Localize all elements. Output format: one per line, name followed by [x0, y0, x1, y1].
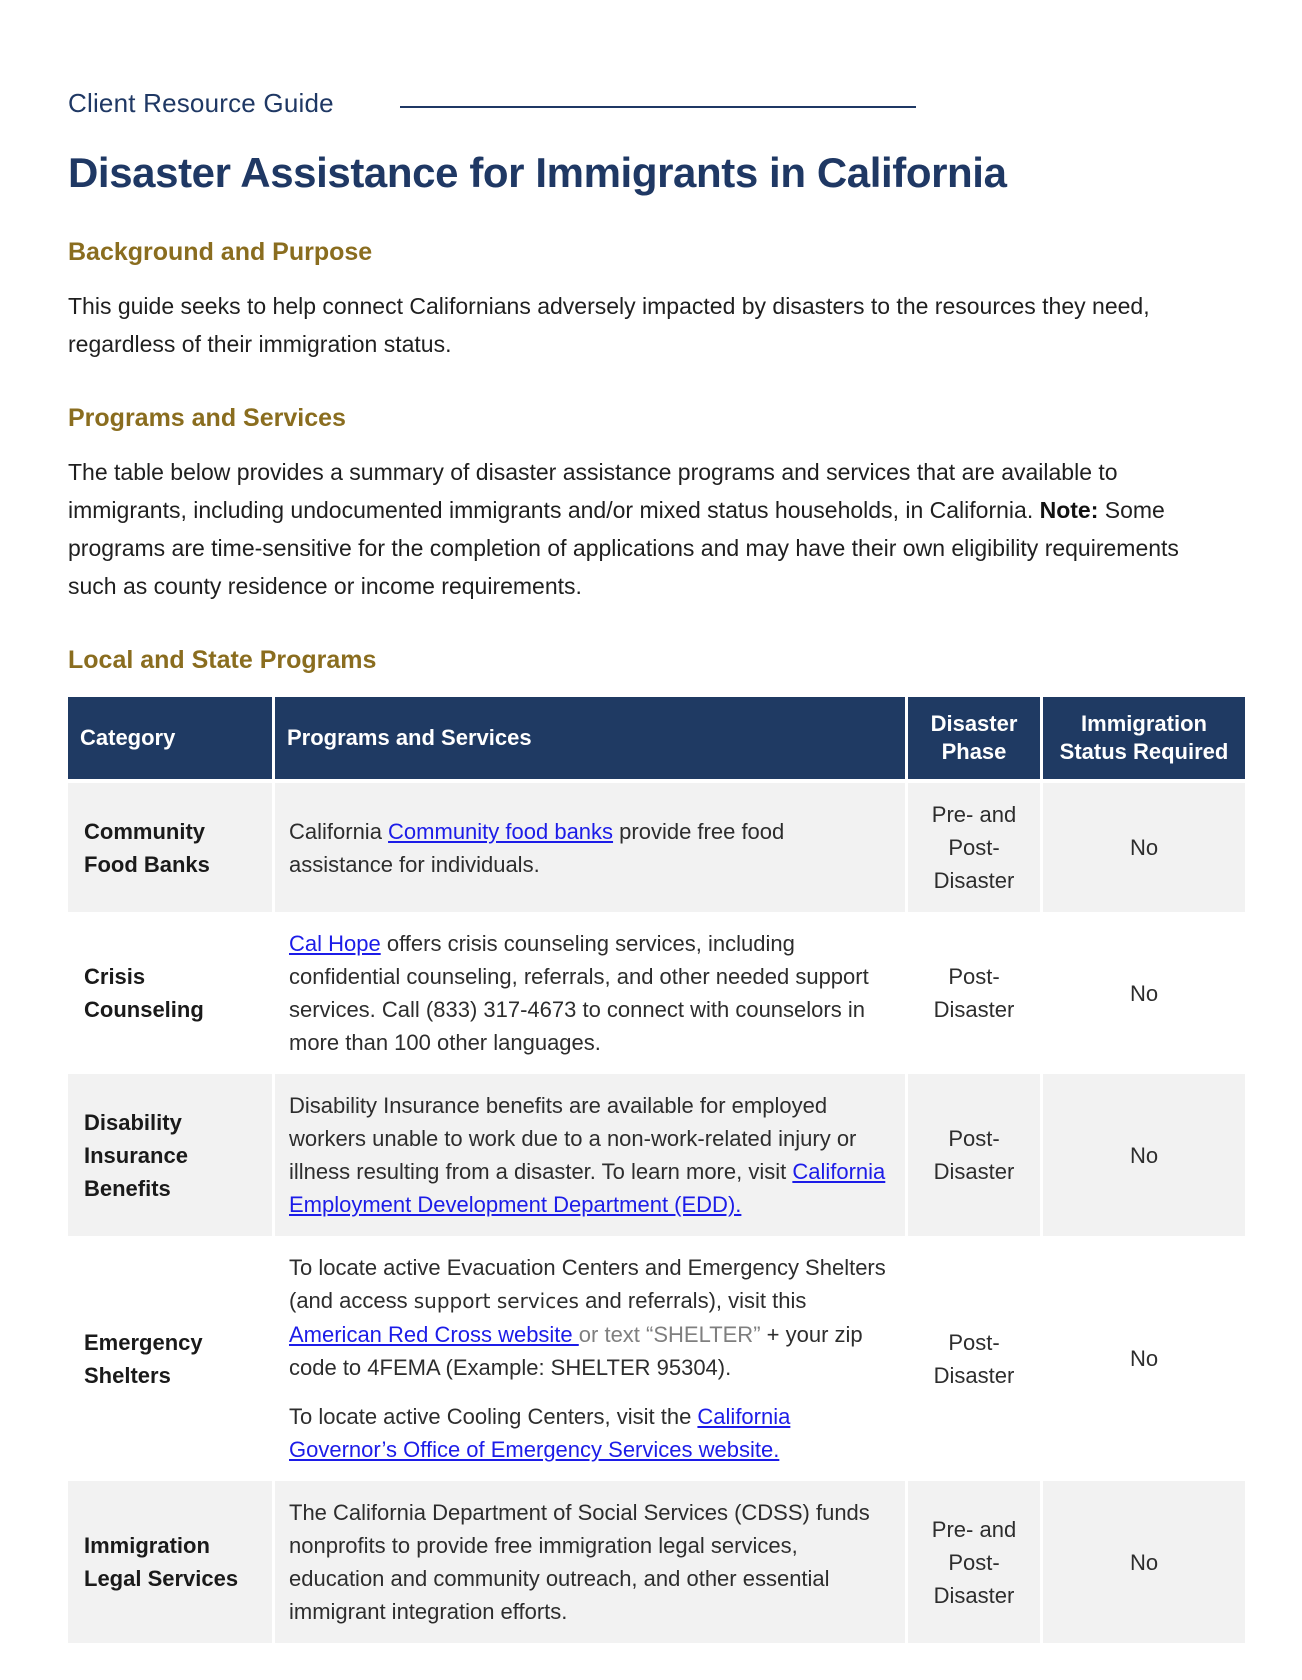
inline-link[interactable]: California Governor’s Office of Emergency Services website.: [289, 1404, 791, 1462]
category-cell: Immigration Legal Services: [68, 1481, 275, 1643]
description-cell: [275, 783, 908, 912]
inline-link[interactable]: American Red Cross website: [289, 1322, 579, 1347]
table-row: [68, 1236, 1245, 1481]
programs-table: [68, 697, 1245, 1643]
description-cell: [275, 1236, 908, 1481]
text-run: Disability Insurance benefits are available for employed workers unable to work due to a non-work-related injury or illness resulting from a disaster. To learn more, visit: [289, 1093, 857, 1184]
text-run: Some programs are time-sensitive for the completion of applications and may have their own eligibility requirements such as county residence or income requirements.: [68, 497, 1179, 599]
description-paragraph: [289, 927, 891, 1059]
section-heading-background: Background and Purpose: [68, 238, 373, 266]
text-run: + your zip code to 4FEMA (Example: SHELTER 95304).: [289, 1322, 863, 1380]
table-row: [68, 783, 1245, 912]
text-run: To locate active Evacuation Centers and Emergency Shelters (and access: [289, 1255, 886, 1313]
document-header: [68, 88, 1245, 119]
bold-text: Note:: [1039, 497, 1099, 523]
description-cell: [275, 912, 908, 1074]
disaster-phase-cell: Pre- and Post-Disaster: [908, 1481, 1043, 1643]
description-paragraph: [289, 1089, 891, 1221]
description-paragraph: [289, 1400, 891, 1466]
description-cell: [275, 1481, 908, 1643]
immigration-status-cell: No: [1043, 1481, 1245, 1643]
text-run: offers crisis counseling services, including confidential counseling, referrals, and other needed support services. Call (833) 317-4673 to connect with counselors in more than 100 other languages.: [289, 931, 869, 1055]
description-paragraph: [289, 815, 891, 881]
table-header-row: [68, 697, 1245, 783]
category-cell: Crisis Counseling: [68, 912, 275, 1074]
inline-link[interactable]: Cal Hope: [289, 931, 381, 956]
text-run: provide free food assistance for individuals.: [289, 818, 785, 877]
column-header-category: Category: [68, 697, 275, 783]
description-paragraph: [289, 1251, 891, 1384]
disaster-phase-cell: Post-Disaster: [908, 1074, 1043, 1236]
disaster-phase-cell: Pre- and Post-Disaster: [908, 783, 1043, 912]
immigration-status-cell: No: [1043, 912, 1245, 1074]
description-cell: [275, 1074, 908, 1236]
text-run: and referrals), visit this: [578, 1288, 807, 1313]
text-run: To locate active Cooling Centers, visit the: [289, 1404, 698, 1429]
category-cell: Community Food Banks: [68, 783, 275, 912]
table-row: [68, 1074, 1245, 1236]
column-header-programs-services: Programs and Services: [275, 697, 908, 783]
column-header-disaster-phase: Disaster Phase: [908, 697, 1043, 783]
body-paragraph-programs: [68, 453, 1186, 605]
description-paragraph: [289, 1496, 891, 1628]
page-title: Disaster Assistance for Immigrants in California: [68, 149, 1007, 196]
inline-link[interactable]: Community food banks: [388, 818, 614, 844]
category-cell: Disability Insurance Benefits: [68, 1074, 275, 1236]
disaster-phase-cell: Post-Disaster: [908, 912, 1043, 1074]
body-paragraph-background: [68, 287, 1186, 363]
alt-font-text: support services: [413, 1289, 579, 1313]
table-row: [68, 1481, 1245, 1643]
text-run: The table below provides a summary of disaster assistance programs and services that are available to immigrants, including undocumented immigrants and/or mixed status households, in California.: [68, 459, 1118, 523]
header-rule: [400, 106, 916, 108]
immigration-status-cell: No: [1043, 1236, 1245, 1481]
inline-link[interactable]: California Employment Development Department (EDD).: [289, 1159, 886, 1217]
section-heading-programs: Programs and Services: [68, 404, 346, 432]
category-cell: Emergency Shelters: [68, 1236, 275, 1481]
text-run: This guide seeks to help connect Californians adversely impacted by disasters to the resources they need, regardless of their immigration status.: [68, 293, 1150, 357]
immigration-status-cell: No: [1043, 783, 1245, 912]
section-heading-local-state: Local and State Programs: [68, 646, 377, 674]
immigration-status-cell: No: [1043, 1074, 1245, 1236]
text-run: The California Department of Social Services (CDSS) funds nonprofits to provide free immigration legal services, education and community outreach, and other essential immigrant integration efforts.: [289, 1500, 870, 1624]
table-body: [68, 783, 1245, 1643]
table-row: [68, 912, 1245, 1074]
text-run: California: [289, 818, 389, 844]
column-header-immigration-status: Immigration Status Required: [1043, 697, 1245, 783]
disaster-phase-cell: Post-Disaster: [908, 1236, 1043, 1481]
doc-type-label: Client Resource Guide: [68, 88, 334, 118]
muted-text: or text “SHELTER”: [578, 1322, 761, 1347]
